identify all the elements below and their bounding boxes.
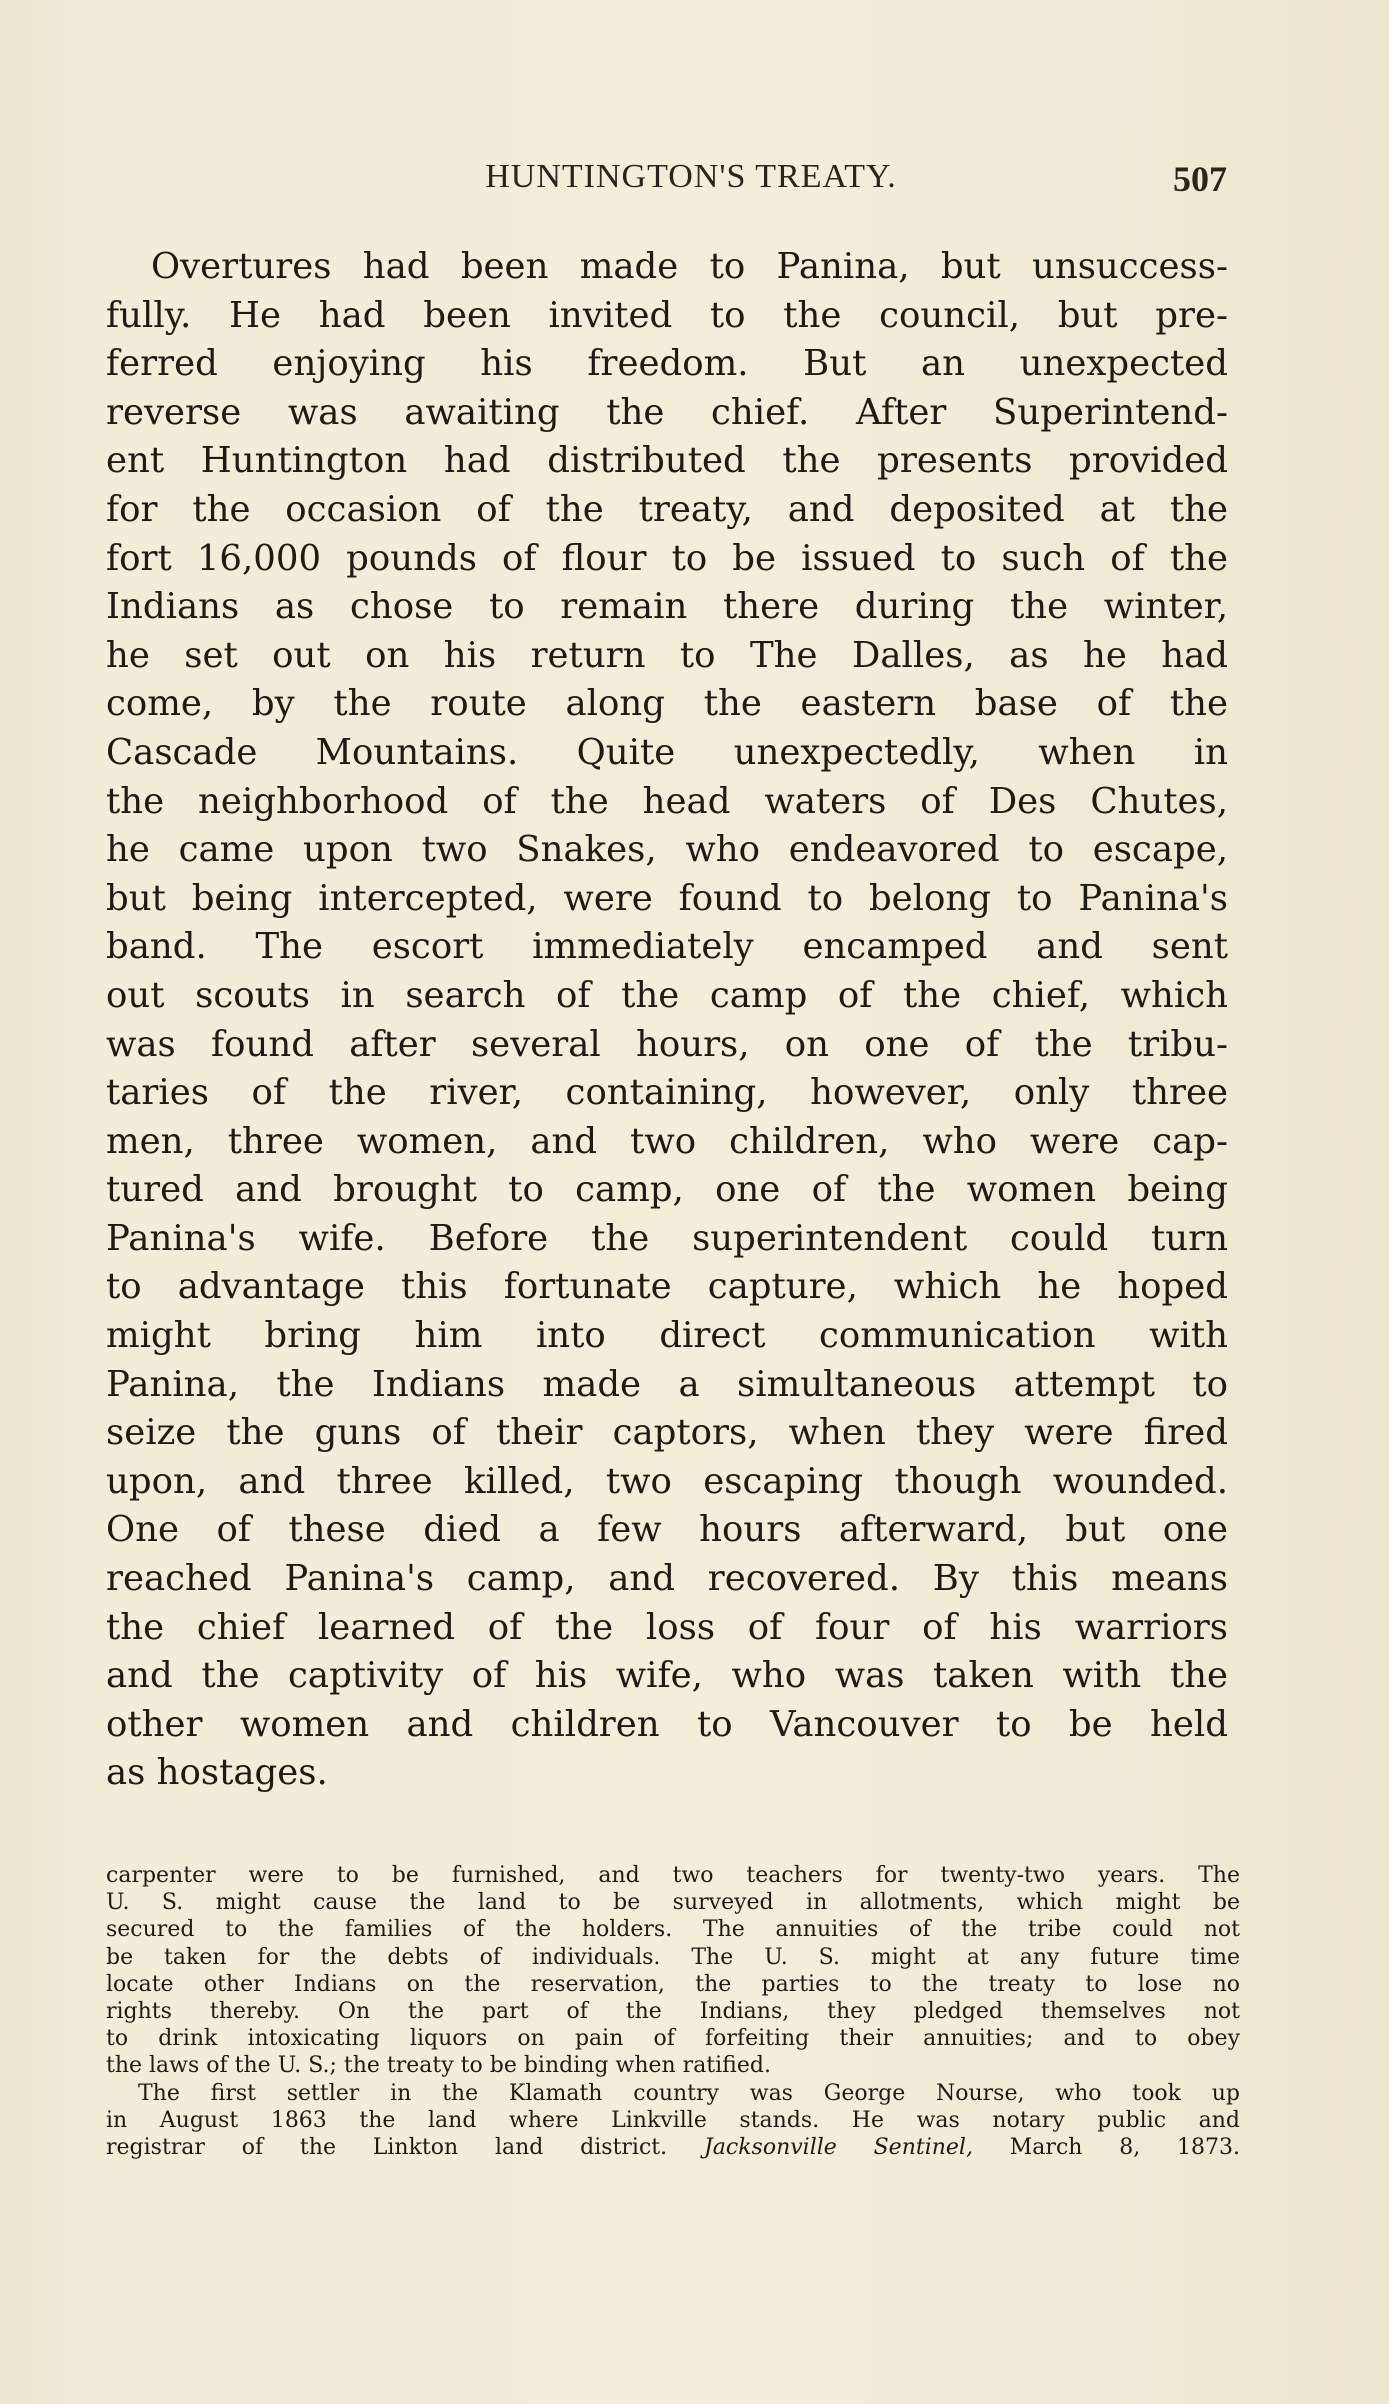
body-line: and the captivity of his wife, who was taken with the bbox=[106, 1655, 1228, 1697]
body-line: ferred enjoying his freedom. But an unexpected bbox=[106, 343, 1228, 385]
footnote-line: to drink intoxicating liquors on pain of forfeiting their annuities; and to obey bbox=[106, 2026, 1240, 2052]
running-title: HUNTINGTON'S TREATY. bbox=[485, 158, 897, 195]
body-line: come, by the route along the eastern base of the bbox=[106, 683, 1228, 725]
page-number: 507 bbox=[1173, 159, 1227, 199]
body-line: One of these died a few hours afterward, but one bbox=[106, 1509, 1228, 1551]
body-line: was found after several hours, on one of the tribu- bbox=[106, 1023, 1228, 1065]
body-line: for the occasion of the treaty, and deposited at the bbox=[106, 488, 1228, 530]
body-line: seize the guns of their captors, when they were fired bbox=[106, 1412, 1228, 1454]
footnote-line: locate other Indians on the reservation, the parties to the treaty to lose no bbox=[106, 1971, 1240, 1997]
footnote-line: in August 1863 the land where Linkville stands. He was notary public and bbox=[106, 2107, 1240, 2133]
body-line: the chief learned of the loss of four of his warriors bbox=[106, 1606, 1228, 1648]
newspaper-citation: Jacksonville Sentinel, bbox=[703, 2134, 973, 2160]
main-paragraph bbox=[106, 243, 1228, 1798]
footnote-line: carpenter were to be furnished, and two teachers for twenty-two years. The bbox=[106, 1863, 1240, 1888]
body-line: ent Huntington had distributed the presents provided bbox=[106, 440, 1228, 482]
footnote-last-line bbox=[106, 2134, 1240, 2161]
body-line: Cascade Mountains. Quite unexpectedly, when in bbox=[106, 731, 1228, 773]
body-line: taries of the river, containing, however, only three bbox=[106, 1072, 1228, 1114]
body-line: other women and children to Vancouver to be held bbox=[106, 1703, 1228, 1745]
body-line: band. The escort immediately encamped and sent bbox=[106, 926, 1228, 968]
citation-date: March 8, 1873. bbox=[1009, 2134, 1240, 2160]
footnote-line: The first settler in the Klamath country was George Nourse, who took up bbox=[138, 2080, 1240, 2106]
footnote-text: registrar of the Linkton land district. bbox=[106, 2134, 668, 2160]
body-line: reverse was awaiting the chief. After Superintend- bbox=[106, 391, 1228, 433]
footnote-line: rights thereby. On the part of the Indians, they pledged themselves not bbox=[106, 1998, 1240, 2024]
page-header bbox=[155, 158, 1227, 208]
body-line: fully. He had been invited to the council, but pre- bbox=[106, 294, 1228, 336]
body-line: to advantage this fortunate capture, which he hoped bbox=[106, 1266, 1228, 1308]
body-line: he came upon two Snakes, who endeavored to escape, bbox=[106, 829, 1228, 871]
body-line: reached Panina's camp, and recovered. By this means bbox=[106, 1558, 1228, 1600]
body-line: Panina's wife. Before the superintendent could turn bbox=[106, 1217, 1228, 1259]
footnote-line: U. S. might cause the land to be surveyed in allotments, which might be bbox=[106, 1890, 1240, 1916]
body-line: fort 16,000 pounds of flour to be issued to such of the bbox=[106, 537, 1228, 579]
body-line: Panina, the Indians made a simultaneous attempt to bbox=[106, 1363, 1228, 1405]
footnote-line: be taken for the debts of individuals. The U. S. might at any future time bbox=[106, 1944, 1240, 1970]
footnote-line: secured to the families of the holders. The annuities of the tribe could not bbox=[106, 1917, 1240, 1943]
body-line: out scouts in search of the camp of the chief, which bbox=[106, 974, 1228, 1016]
footnote-line: the laws of the U. S.; the treaty to be binding when ratified. bbox=[106, 2053, 771, 2079]
footnote bbox=[106, 1862, 1240, 2161]
body-line: as hostages. bbox=[106, 1752, 328, 1794]
body-line: tured and brought to camp, one of the women being bbox=[106, 1169, 1228, 1211]
body-line: he set out on his return to The Dalles, as he had bbox=[106, 634, 1228, 676]
body-line: but being intercepted, were found to belong to Panina's bbox=[106, 877, 1228, 919]
body-line: upon, and three killed, two escaping though wounded. bbox=[106, 1460, 1228, 1502]
body-line: Overtures had been made to Panina, but unsuccess- bbox=[151, 246, 1228, 287]
body-line: might bring him into direct communication with bbox=[106, 1315, 1228, 1357]
body-line: men, three women, and two children, who were cap- bbox=[106, 1120, 1228, 1162]
body-line: the neighborhood of the head waters of Des Chutes, bbox=[106, 780, 1228, 822]
body-line: Indians as chose to remain there during the winter, bbox=[106, 586, 1228, 628]
